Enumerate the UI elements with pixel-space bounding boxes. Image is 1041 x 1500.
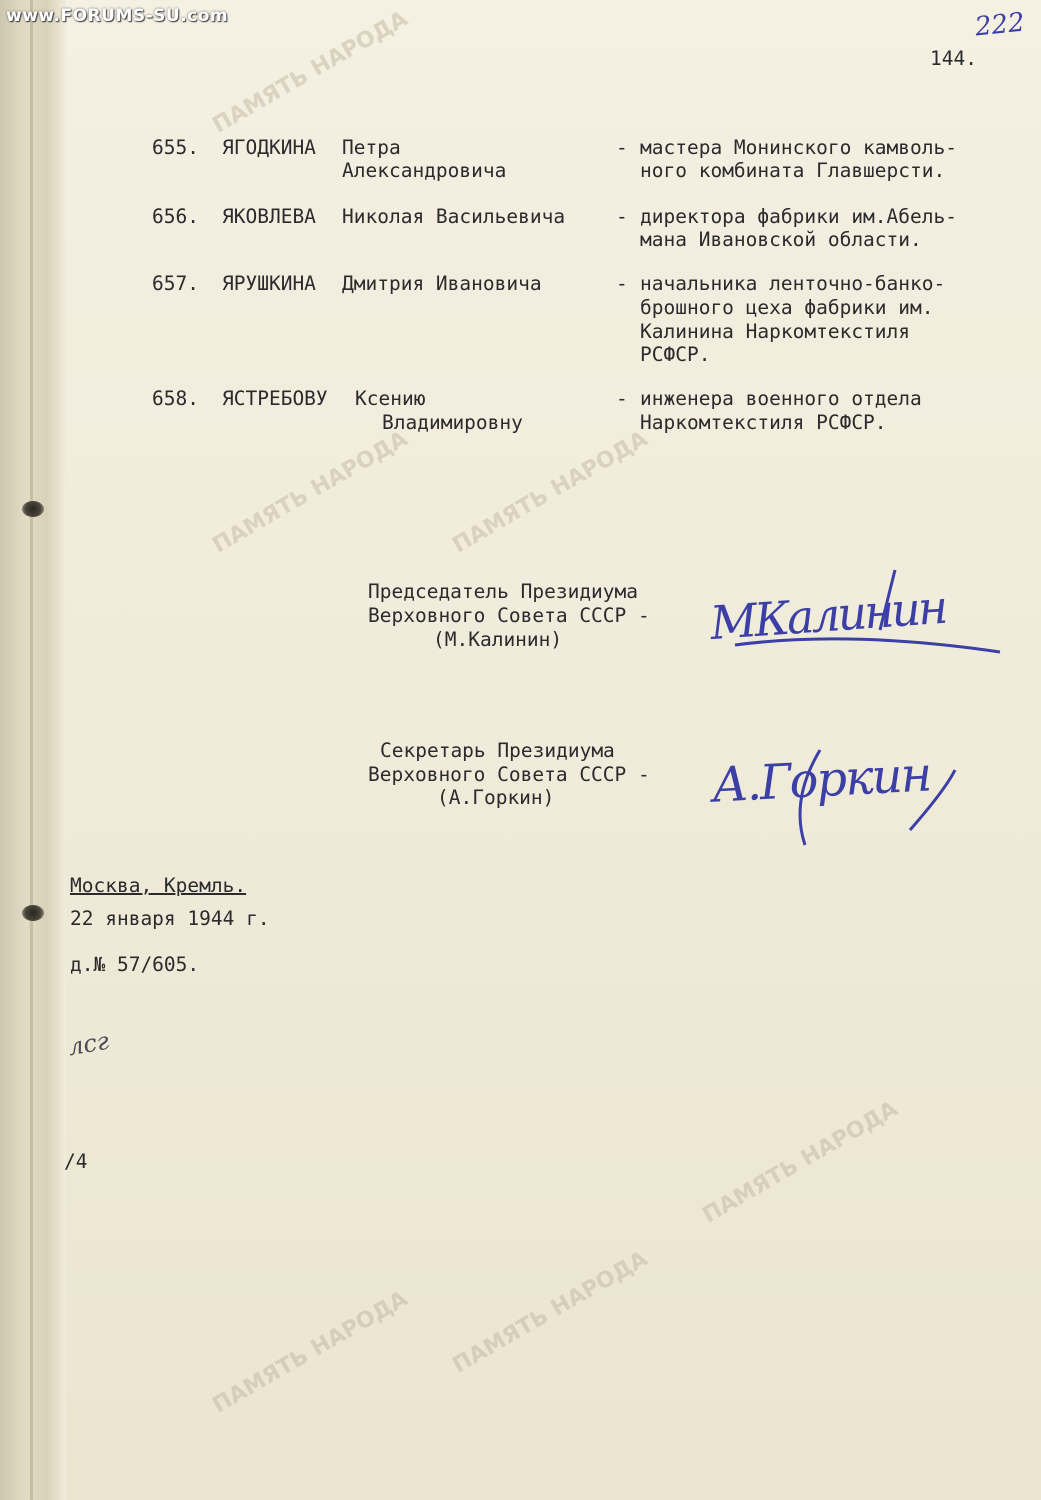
entry-position: инженера военного отдела — [640, 387, 922, 410]
ghost-stamp: ПАМЯТЬ НАРОДА — [208, 1286, 413, 1419]
ghost-stamp: ПАМЯТЬ НАРОДА — [698, 1096, 903, 1229]
binding-strip — [0, 0, 68, 1500]
entry-position: Калинина Наркомтекстиля — [640, 320, 911, 343]
punch-hole-bottom — [22, 905, 44, 921]
ghost-stamp: ПАМЯТЬ НАРОДА — [448, 1246, 653, 1379]
entry-name: Владимировну — [382, 411, 523, 434]
chairman-title: Верховного Совета СССР - — [368, 604, 650, 627]
entry-name: Николая Васильевича — [342, 205, 566, 228]
chairman-signature: МКалинин — [708, 579, 947, 651]
secretary-signature-flourish — [760, 740, 970, 850]
margin-fraction: /4 — [64, 1150, 88, 1173]
entry-surname: ЯГОДКИНА — [222, 136, 316, 159]
entry-position: мастера Монинского камволь- — [640, 136, 957, 159]
entry-surname: ЯСТРЕБОВУ — [222, 387, 328, 410]
entry-dash: - — [616, 136, 628, 159]
entry-surname: ЯКОВЛЕВА — [222, 205, 316, 228]
entry-position: начальника ленточно-банко- — [640, 272, 946, 295]
entry-surname: ЯРУШКИНА — [222, 272, 316, 295]
entry-position: мана Ивановской области. — [640, 228, 922, 251]
entry-number: 658. — [152, 387, 199, 410]
entry-name: Петра — [342, 136, 401, 159]
entry-position: брошного цеха фабрики им. — [640, 296, 934, 319]
ghost-stamp: ПАМЯТЬ НАРОДА — [448, 426, 653, 559]
chairman-title: Председатель Президиума — [368, 580, 639, 603]
chairman-signature-flourish — [700, 560, 1020, 670]
entry-dash: - — [616, 387, 628, 410]
margin-note: лсг — [65, 1026, 111, 1062]
punch-hole-top — [22, 501, 44, 517]
chairman-name: (М.Калинин) — [433, 628, 563, 651]
secretary-title: Верховного Совета СССР - — [368, 763, 650, 786]
entry-name: Александровича — [342, 159, 507, 182]
entry-name: Ксению — [355, 387, 426, 410]
page-number: 144. — [930, 47, 977, 70]
site-watermark: www.FORUMS-SU.com — [6, 6, 229, 26]
entry-position: ного комбината Главшерсти. — [640, 159, 946, 182]
entry-position: директора фабрики им.Абель- — [640, 205, 957, 228]
entry-number: 657. — [152, 272, 199, 295]
place-line: Москва, Кремль. — [70, 874, 247, 897]
ghost-stamp: ПАМЯТЬ НАРОДА — [208, 6, 413, 139]
binding-edge — [30, 0, 33, 1500]
entry-position: Наркомтекстиля РСФСР. — [640, 411, 887, 434]
date-line: 22 января 1944 г. — [70, 907, 270, 930]
ghost-stamp: ПАМЯТЬ НАРОДА — [208, 426, 413, 559]
entry-dash: - — [616, 205, 628, 228]
entry-number: 656. — [152, 205, 199, 228]
entry-dash: - — [616, 272, 628, 295]
secretary-title: Секретарь Президиума — [380, 739, 615, 762]
entry-name: Дмитрия Ивановича — [342, 272, 542, 295]
file-number: д.№ 57/605. — [70, 953, 200, 976]
secretary-name: (А.Горкин) — [437, 786, 555, 809]
entry-position: РСФСР. — [640, 343, 711, 366]
archive-number: 222 — [973, 7, 1027, 43]
secretary-signature: А.Горкин — [710, 746, 932, 814]
entry-number: 655. — [152, 136, 199, 159]
